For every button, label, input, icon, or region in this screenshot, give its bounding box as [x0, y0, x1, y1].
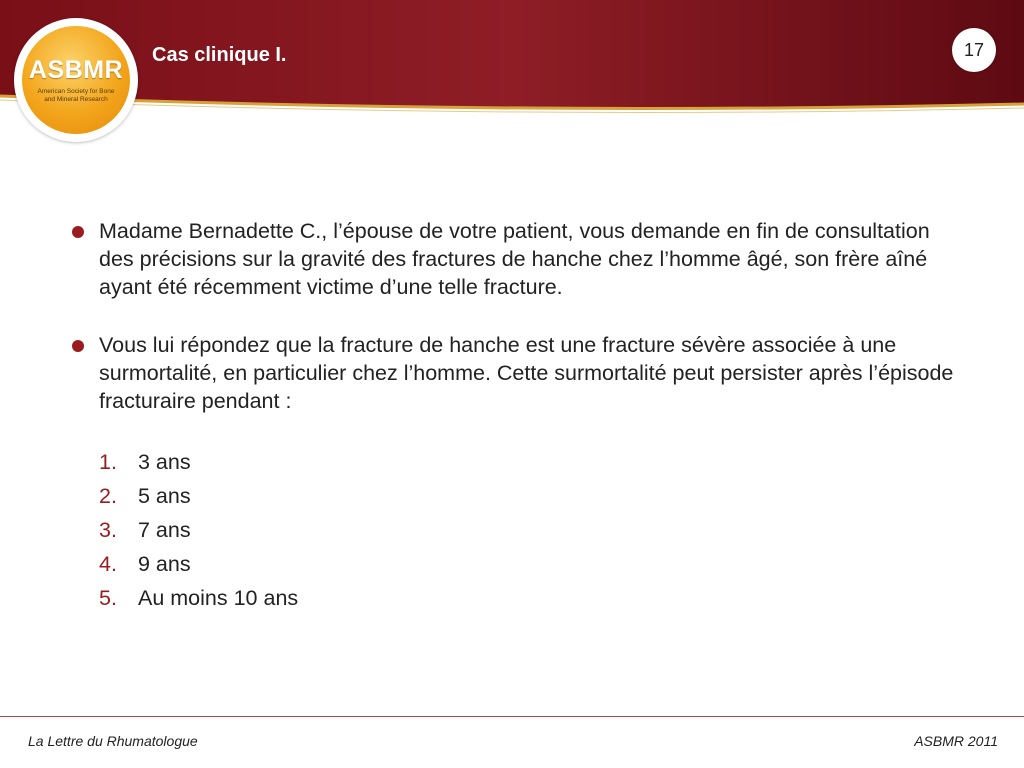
answer-option	[99, 581, 968, 615]
answer-option	[99, 513, 968, 547]
option-label: 7 ans	[138, 518, 191, 542]
footer-credit: ASBMR 2011	[914, 733, 998, 749]
bullet-dot-icon	[72, 226, 84, 238]
bullet-text: Madame Bernadette C., l’épouse de votre patient, vous demande en fin de consultation des précisions sur la gravité des fractures de hanche chez l’homme âgé, son frère aîné ayant été récemment victime d’une telle fracture.	[99, 219, 930, 299]
option-number: 5.	[99, 586, 117, 610]
logo-emblem	[22, 26, 130, 134]
logo-title: ASBMR	[28, 56, 124, 84]
slide-header	[0, 0, 1024, 120]
bullet-dot-icon	[72, 340, 84, 352]
option-label: 9 ans	[138, 552, 191, 576]
option-label: 3 ans	[138, 450, 191, 474]
option-label: Au moins 10 ans	[138, 586, 299, 610]
slide-title: Cas clinique I.	[152, 44, 287, 66]
page-number-badge: 17	[952, 28, 996, 72]
bullet-item	[68, 217, 968, 301]
footer-source: La Lettre du Rhumatologue	[28, 733, 198, 749]
footer-divider	[0, 716, 1024, 717]
option-number: 4.	[99, 552, 117, 576]
logo-subtitle: American Society for Bone and Mineral Research	[37, 88, 115, 103]
bullet-item	[68, 331, 968, 415]
answer-option	[99, 547, 968, 581]
answer-option	[99, 445, 968, 479]
option-label: 5 ans	[138, 484, 191, 508]
slide-content	[68, 217, 968, 615]
option-number: 2.	[99, 484, 117, 508]
asbmr-logo	[14, 18, 138, 142]
option-number: 1.	[99, 450, 117, 474]
option-number: 3.	[99, 518, 117, 542]
answer-options	[99, 445, 968, 615]
answer-option	[99, 479, 968, 513]
bullet-text: Vous lui répondez que la fracture de hanche est une fracture sévère associée à une surmortalité, en particulier chez l’homme. Cette surmortalité peut persister après l’épisode fracturaire pendant :	[99, 333, 954, 413]
